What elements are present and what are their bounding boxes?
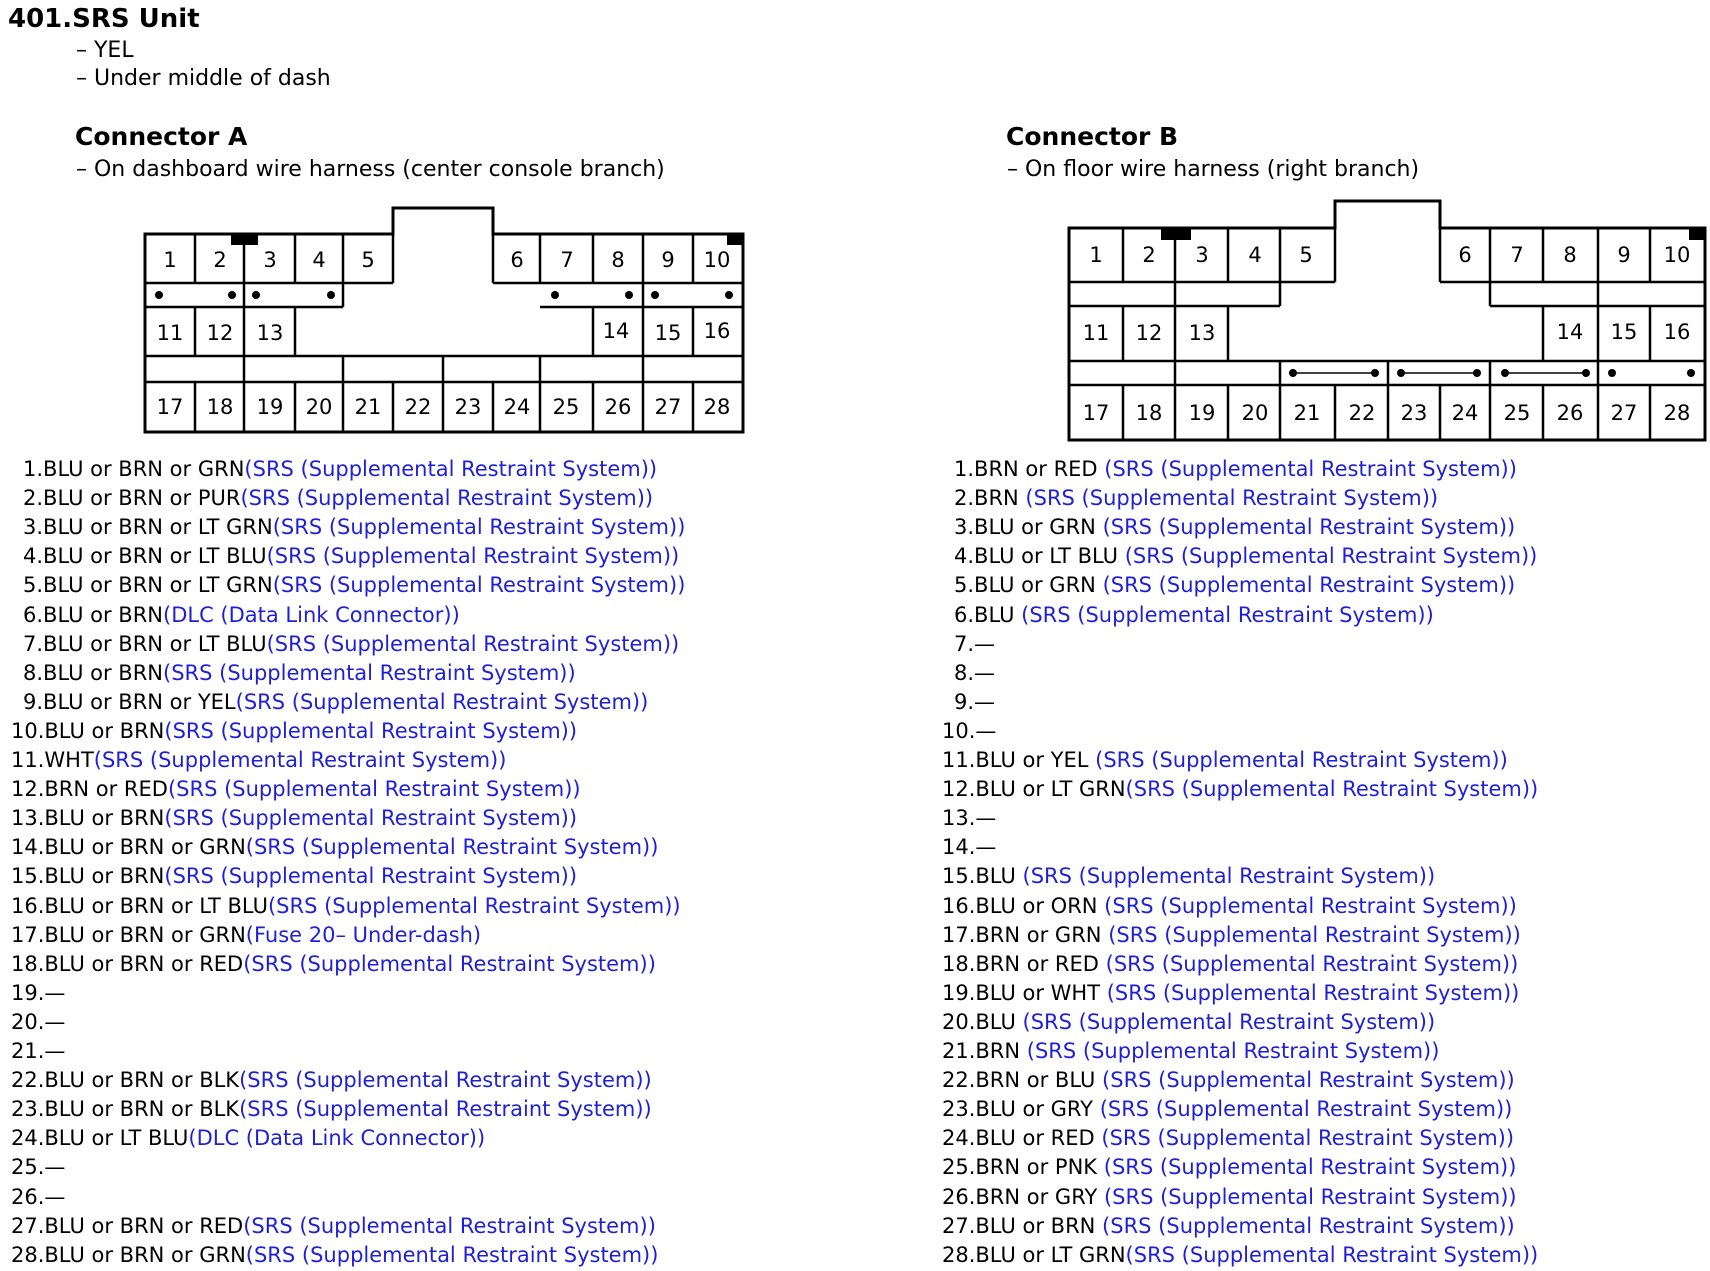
- pin-entry: [11, 833, 658, 862]
- pin-a-22: 22: [404, 395, 432, 419]
- pin-wire-color: 25.—: [11, 1155, 66, 1180]
- pin-circuit-link[interactable]: (SRS (Supplemental Restraint System)): [245, 1242, 659, 1267]
- pin-wire-color: 6.BLU: [954, 602, 1022, 627]
- pin-circuit-link[interactable]: (SRS (Supplemental Restraint System)): [167, 777, 581, 802]
- pin-circuit-link[interactable]: (SRS (Supplemental Restraint System)): [164, 718, 578, 743]
- pin-b-11: 11: [1082, 321, 1110, 345]
- pin-entry: [954, 484, 1438, 513]
- pin-b-15: 15: [1610, 320, 1638, 344]
- pin-entry: [11, 921, 481, 950]
- pin-wire-color: 1.BRN or RED: [954, 457, 1105, 481]
- pin-a-28: 28: [703, 395, 731, 419]
- pin-entry: [942, 804, 996, 833]
- pin-entry: [942, 892, 1517, 921]
- pin-circuit-link[interactable]: (SRS (Supplemental Restraint System)): [1026, 1039, 1440, 1063]
- pin-b-24: 24: [1451, 401, 1479, 425]
- pin-wire-color: 13.—: [942, 806, 997, 831]
- pin-wire-color: 16.BLU or BRN or LT BLU: [11, 893, 268, 918]
- pin-entry: [11, 979, 65, 1008]
- pin-circuit-link[interactable]: (SRS (Supplemental Restraint System)): [235, 689, 649, 714]
- pin-circuit-link[interactable]: (SRS (Supplemental Restraint System)): [1125, 777, 1539, 802]
- pin-entry: [23, 542, 679, 571]
- pin-entry: [942, 950, 1518, 979]
- pin-entry: [942, 862, 1435, 891]
- pin-a-8: 8: [611, 248, 625, 272]
- pin-b-27: 27: [1610, 401, 1638, 425]
- pin-wire-color: 15.BLU or BRN: [11, 864, 165, 889]
- pin-a-1: 1: [163, 248, 177, 272]
- pin-circuit-link[interactable]: (SRS (Supplemental Restraint System)): [266, 631, 680, 656]
- pin-a-24: 24: [503, 395, 531, 419]
- pin-wire-color: 28.BLU or LT GRN: [942, 1242, 1126, 1267]
- pin-wire-color: 26.BRN or GRY: [942, 1184, 1104, 1209]
- pin-b-25: 25: [1503, 401, 1531, 425]
- pin-a-27: 27: [654, 395, 682, 419]
- pin-entry: [954, 601, 1434, 630]
- pin-entry: [11, 1241, 658, 1270]
- pin-a-21: 21: [354, 395, 382, 419]
- pin-circuit-link[interactable]: (SRS (Supplemental Restraint System)): [1022, 1009, 1436, 1034]
- pin-entry: [942, 1241, 1538, 1270]
- pin-entry: [942, 1183, 1517, 1212]
- pin-entry: [942, 979, 1519, 1008]
- pin-wire-color: 12.BLU or LT GRN: [942, 777, 1126, 802]
- pin-circuit-link[interactable]: (DLC (Data Link Connector)): [163, 602, 460, 627]
- pin-circuit-link[interactable]: (SRS (Supplemental Restraint System)): [1099, 1097, 1513, 1122]
- pin-b-13: 13: [1188, 321, 1216, 345]
- pin-wire-color: 21.—: [11, 1039, 66, 1063]
- pin-wire-color: 16.BLU or ORN: [942, 893, 1105, 918]
- pin-circuit-link[interactable]: (SRS (Supplemental Restraint System)): [272, 515, 686, 540]
- pin-circuit-link[interactable]: (SRS (Supplemental Restraint System)): [1021, 602, 1434, 627]
- pin-circuit-link[interactable]: (Fuse 20– Under-dash): [245, 922, 482, 947]
- pin-entry: [942, 746, 1508, 775]
- pin-entry: [954, 571, 1515, 600]
- pin-circuit-link[interactable]: (SRS (Supplemental Restraint System)): [1101, 1126, 1515, 1151]
- pin-a-18: 18: [206, 395, 234, 419]
- pin-circuit-link[interactable]: (SRS (Supplemental Restraint System)): [1108, 922, 1521, 947]
- pin-b-12: 12: [1135, 321, 1163, 345]
- connector-b-location: – On floor wire harness (right branch): [1007, 157, 1420, 182]
- unit-location: – Under middle of dash: [76, 66, 331, 91]
- pin-a-7: 7: [560, 248, 574, 272]
- pin-a-4: 4: [312, 248, 326, 272]
- pin-b-7: 7: [1510, 243, 1524, 267]
- pin-entry: [23, 484, 653, 513]
- pin-circuit-link[interactable]: (SRS (Supplemental Restraint System)): [1103, 1184, 1517, 1209]
- pin-wire-color: 4.BLU or LT BLU: [954, 544, 1125, 569]
- pin-wire-color: 22.BLU or BRN or BLK: [11, 1068, 240, 1093]
- pin-circuit-link[interactable]: (SRS (Supplemental Restraint System)): [1124, 544, 1538, 569]
- pin-entry: [942, 1066, 1515, 1095]
- pin-a-19: 19: [256, 395, 284, 419]
- pin-a-16: 16: [703, 319, 731, 343]
- pin-entry: [11, 775, 581, 804]
- pin-entry: [942, 1037, 1439, 1066]
- pin-b-26: 26: [1556, 401, 1584, 425]
- pin-wire-color: 13.BLU or BRN: [11, 806, 165, 831]
- pin-wire-color: 1.BLU or BRN or GRN: [23, 457, 245, 481]
- pin-circuit-link[interactable]: (SRS (Supplemental Restraint System)): [1104, 457, 1517, 481]
- pin-wire-color: 23.BLU or BRN or BLK: [11, 1097, 240, 1122]
- pin-circuit-link[interactable]: (SRS (Supplemental Restraint System)): [1102, 1068, 1515, 1093]
- pin-entry: [11, 892, 681, 921]
- pin-entry: [954, 455, 1517, 484]
- pin-circuit-link[interactable]: (SRS (Supplemental Restraint System)): [243, 951, 656, 976]
- pin-wire-color: 25.BRN or PNK: [942, 1155, 1104, 1180]
- pin-circuit-link[interactable]: (SRS (Supplemental Restraint System)): [1102, 1213, 1515, 1238]
- pin-wire-color: 20.BLU: [942, 1009, 1023, 1034]
- pin-a-13: 13: [256, 321, 284, 345]
- pin-circuit-link[interactable]: (SRS (Supplemental Restraint System)): [272, 573, 686, 598]
- pin-b-4: 4: [1248, 243, 1262, 267]
- pin-wire-color: 14.—: [942, 835, 997, 860]
- pin-entry: [942, 1212, 1515, 1241]
- pin-b-1: 1: [1089, 243, 1103, 267]
- pin-a-15: 15: [654, 321, 682, 345]
- pin-a-12: 12: [206, 321, 234, 345]
- pin-entry: [11, 1095, 652, 1124]
- pin-circuit-link[interactable]: (SRS (Supplemental Restraint System)): [1125, 1242, 1539, 1267]
- pin-entry: [11, 1212, 656, 1241]
- pin-entry: [11, 804, 577, 833]
- pin-circuit-link[interactable]: (SRS (Supplemental Restraint System)): [1102, 515, 1516, 540]
- pin-wire-color: 19.—: [11, 980, 66, 1005]
- pin-circuit-link[interactable]: (SRS (Supplemental Restraint System)): [1102, 573, 1516, 598]
- pin-entry: [23, 513, 685, 542]
- connector-a-location: – On dashboard wire harness (center console branch): [76, 157, 665, 182]
- pin-wire-color: 24.BLU or RED: [942, 1126, 1102, 1151]
- pin-entry: [954, 542, 1537, 571]
- pin-b-14: 14: [1556, 320, 1584, 344]
- pin-wire-color: 27.BLU or BRN or RED: [11, 1213, 244, 1238]
- pin-entry: [942, 1153, 1516, 1182]
- pin-b-16: 16: [1663, 320, 1691, 344]
- pin-b-22: 22: [1348, 401, 1376, 425]
- pin-wire-color: 6.BLU or BRN: [23, 602, 164, 627]
- pin-wire-color: 12.BRN or RED: [11, 777, 168, 802]
- pin-entry: [23, 455, 657, 484]
- pin-wire-color: 18.BLU or BRN or RED: [11, 951, 244, 976]
- pin-wire-color: 8.—: [954, 660, 996, 685]
- pin-b-5: 5: [1299, 243, 1313, 267]
- pin-entry: [11, 950, 656, 979]
- unit-title: 401.SRS Unit: [8, 4, 200, 34]
- pin-b-18: 18: [1135, 401, 1163, 425]
- pin-b-21: 21: [1293, 401, 1321, 425]
- unit-color: – YEL: [76, 38, 134, 63]
- pin-entry: [11, 1008, 65, 1037]
- pin-entry: [942, 1124, 1514, 1153]
- pin-entry: [954, 630, 995, 659]
- pin-wire-color: 18.BRN or RED: [942, 951, 1106, 976]
- pin-wire-color: 5.BLU or BRN or LT GRN: [23, 573, 273, 598]
- pin-a-11: 11: [156, 321, 184, 345]
- pin-wire-color: 7.BLU or BRN or LT BLU: [23, 631, 267, 656]
- pin-wire-color: 19.BLU or WHT: [942, 980, 1107, 1005]
- pin-a-25: 25: [552, 395, 580, 419]
- pin-entry: [11, 717, 577, 746]
- pin-circuit-link[interactable]: (SRS (Supplemental Restraint System)): [244, 457, 658, 481]
- connector-b-corner-mark: [1689, 228, 1705, 240]
- pin-a-14: 14: [602, 319, 630, 343]
- pin-wire-color: 5.BLU or GRN: [954, 573, 1103, 598]
- pin-circuit-link[interactable]: (SRS (Supplemental Restraint System)): [1106, 980, 1520, 1005]
- pin-wire-color: 22.BRN or BLU: [942, 1068, 1103, 1093]
- pin-wire-color: 21.BRN: [942, 1039, 1027, 1063]
- pin-wire-color: 20.—: [11, 1009, 66, 1034]
- pin-entry: [11, 1037, 65, 1066]
- pin-b-3: 3: [1195, 243, 1209, 267]
- pin-entry: [23, 630, 679, 659]
- pin-a-3: 3: [263, 248, 277, 272]
- pin-wire-color: 3.BLU or GRN: [954, 515, 1103, 540]
- pin-circuit-link[interactable]: (SRS (Supplemental Restraint System)): [1105, 951, 1519, 976]
- pin-wire-color: 28.BLU or BRN or GRN: [11, 1242, 246, 1267]
- pin-wire-color: 9.BLU or BRN or YEL: [23, 689, 236, 714]
- connector-a-title: Connector A: [75, 122, 248, 151]
- pin-wire-color: 24.BLU or LT BLU: [11, 1126, 189, 1151]
- pin-circuit-link[interactable]: (SRS (Supplemental Restraint System)): [267, 893, 681, 918]
- pin-b-9: 9: [1617, 243, 1631, 267]
- pin-b-8: 8: [1563, 243, 1577, 267]
- pin-circuit-link[interactable]: (SRS (Supplemental Restraint System)): [245, 835, 659, 860]
- pin-circuit-link[interactable]: (SRS (Supplemental Restraint System)): [1103, 1155, 1517, 1180]
- pin-circuit-link[interactable]: (SRS (Supplemental Restraint System)): [1025, 486, 1439, 511]
- pin-entry: [23, 659, 576, 688]
- pin-circuit-link[interactable]: (SRS (Supplemental Restraint System)): [1095, 748, 1508, 772]
- pin-wire-color: 10.BLU or BRN: [11, 718, 165, 743]
- pin-wire-color: 7.—: [954, 631, 996, 656]
- pin-b-23: 23: [1400, 401, 1428, 425]
- pin-entry: [942, 775, 1538, 804]
- pin-circuit-link[interactable]: (SRS (Supplemental Restraint System)): [239, 1068, 652, 1093]
- pin-wire-color: 27.BLU or BRN: [942, 1213, 1103, 1238]
- pin-circuit-link[interactable]: (SRS (Supplemental Restraint System)): [164, 806, 578, 831]
- pin-wire-color: 8.BLU or BRN: [23, 660, 164, 685]
- pin-circuit-link[interactable]: (SRS (Supplemental Restraint System)): [240, 486, 654, 511]
- pin-a-26: 26: [604, 395, 632, 419]
- pin-circuit-link[interactable]: (SRS (Supplemental Restraint System)): [1022, 864, 1436, 889]
- pin-a-2: 2: [213, 248, 227, 272]
- pin-entry: [954, 688, 995, 717]
- pin-circuit-link[interactable]: (SRS (Supplemental Restraint System)): [163, 660, 576, 685]
- pin-b-2: 2: [1142, 243, 1156, 267]
- pin-entry: [11, 862, 577, 891]
- pin-circuit-link[interactable]: (DLC (Data Link Connector)): [188, 1126, 486, 1151]
- pin-wire-color: 23.BLU or GRY: [942, 1097, 1100, 1122]
- pin-a-17: 17: [156, 395, 184, 419]
- pin-b-6: 6: [1458, 243, 1472, 267]
- pin-a-23: 23: [454, 395, 482, 419]
- pin-wire-color: 2.BRN: [954, 486, 1026, 511]
- connector-b-title: Connector B: [1006, 122, 1179, 151]
- pin-circuit-link[interactable]: (SRS (Supplemental Restraint System)): [1104, 893, 1517, 918]
- pin-a-9: 9: [661, 248, 675, 272]
- pin-wire-color: 26.—: [11, 1184, 66, 1209]
- pin-wire-color: 15.BLU: [942, 864, 1023, 889]
- pin-entry: [23, 571, 685, 600]
- pin-b-10: 10: [1663, 243, 1691, 267]
- pin-a-6: 6: [510, 248, 524, 272]
- pin-b-17: 17: [1082, 401, 1110, 425]
- pin-entry: [11, 746, 506, 775]
- pin-entry: [11, 1183, 65, 1212]
- pin-entry: [23, 601, 460, 630]
- pin-entry: [11, 1124, 485, 1153]
- pin-wire-color: 3.BLU or BRN or LT GRN: [23, 515, 273, 540]
- pin-wire-color: 11.WHT: [11, 748, 94, 772]
- pin-wire-color: 14.BLU or BRN or GRN: [11, 835, 246, 860]
- pin-circuit-link[interactable]: (SRS (Supplemental Restraint System)): [243, 1213, 656, 1238]
- pin-b-28: 28: [1663, 401, 1691, 425]
- pin-entry: [11, 1066, 652, 1095]
- pin-entry: [942, 1095, 1512, 1124]
- pin-a-20: 20: [305, 395, 333, 419]
- pin-wire-color: 11.BLU or YEL: [942, 748, 1096, 772]
- pin-entry: [954, 513, 1515, 542]
- pin-wire-color: 10.—: [942, 718, 997, 743]
- pin-a-5: 5: [361, 248, 375, 272]
- pin-circuit-link[interactable]: (SRS (Supplemental Restraint System)): [93, 748, 507, 772]
- pin-b-20: 20: [1241, 401, 1269, 425]
- pin-entry: [942, 921, 1521, 950]
- pin-a-10: 10: [703, 248, 731, 272]
- pin-entry: [942, 833, 996, 862]
- pin-wire-color: 9.—: [954, 689, 996, 714]
- pin-entry: [23, 688, 648, 717]
- pin-entry: [942, 1008, 1435, 1037]
- pin-wire-color: 17.BLU or BRN or GRN: [11, 922, 246, 947]
- pin-entry: [11, 1153, 65, 1182]
- pin-circuit-link[interactable]: (SRS (Supplemental Restraint System)): [266, 544, 680, 569]
- pin-b-19: 19: [1188, 401, 1216, 425]
- pin-circuit-link[interactable]: (SRS (Supplemental Restraint System)): [164, 864, 578, 889]
- pin-entry: [954, 659, 995, 688]
- pin-wire-color: 17.BRN or GRN: [942, 922, 1109, 947]
- pin-wire-color: 4.BLU or BRN or LT BLU: [23, 544, 267, 569]
- pin-entry: [942, 717, 996, 746]
- connector-b-key: [1161, 228, 1191, 240]
- pin-circuit-link[interactable]: (SRS (Supplemental Restraint System)): [239, 1097, 652, 1122]
- pin-wire-color: 2.BLU or BRN or PUR: [23, 486, 241, 511]
